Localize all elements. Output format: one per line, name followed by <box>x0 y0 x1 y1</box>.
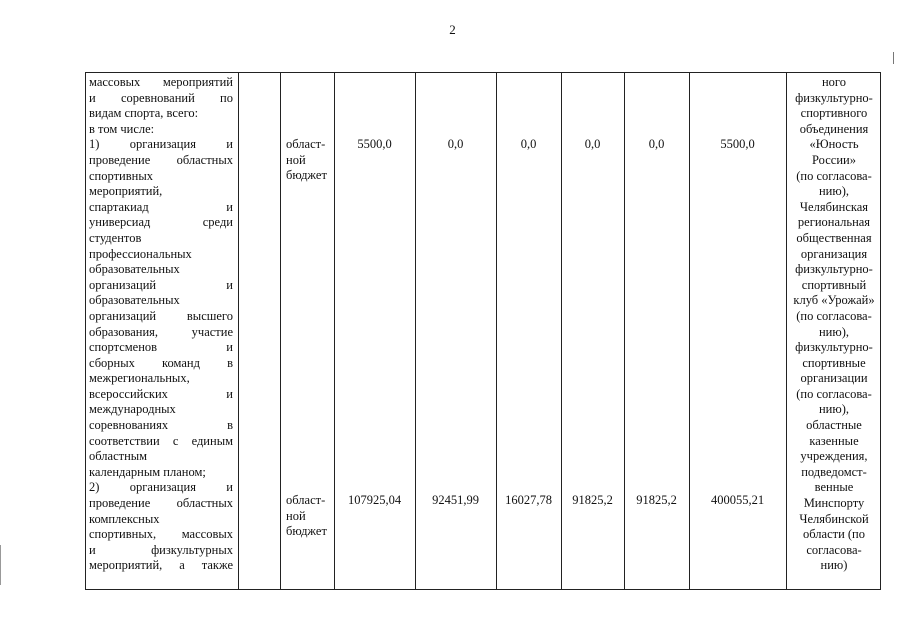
executor-line: физкультурно- <box>795 262 873 277</box>
scan-mark <box>0 545 3 585</box>
description-line: 2) организация и <box>89 480 233 495</box>
description-line: и физкультурных <box>89 542 233 557</box>
executor-line: общественная <box>796 230 872 245</box>
description-line: образования, участие <box>89 324 233 339</box>
value-cell: 0,0 <box>648 137 665 151</box>
value-cell: 16027,78 <box>505 493 552 507</box>
value-cell: 91825,2 <box>636 493 677 507</box>
executor-line: нию), <box>818 184 849 199</box>
executor-line: объединения <box>799 121 869 136</box>
executor-line: региональная <box>797 215 871 230</box>
description-line: в том числе: <box>89 121 155 136</box>
description-line: образовательных <box>89 262 180 277</box>
description-line: межрегиональных, <box>89 371 190 386</box>
description-line: проведение областных <box>89 152 233 167</box>
executor-line: России» <box>812 152 856 167</box>
description-line: образовательных <box>89 293 180 308</box>
column-divider <box>280 73 281 589</box>
executor-line: ного <box>821 75 846 89</box>
executor-line: «Юность <box>809 137 859 152</box>
responsible-executors <box>786 75 882 574</box>
executor-line: казенные <box>809 433 859 448</box>
program-table <box>85 72 881 590</box>
executor-line: области (по <box>802 527 865 542</box>
value-cell: 92451,99 <box>432 493 479 507</box>
description-line: профессиональных <box>89 246 192 261</box>
funding-source-row-1 <box>286 137 334 184</box>
value-cell: 0,0 <box>447 137 464 151</box>
description-line: всероссийских и <box>89 386 233 401</box>
executor-line: физкультурно- <box>795 90 873 105</box>
description-line: соревнованиях в <box>89 418 233 433</box>
funding-source-line: бюджет <box>286 168 327 183</box>
description-line: спортсменов и <box>89 340 233 355</box>
description-line: спартакиад и <box>89 199 233 214</box>
funding-source-row-2 <box>286 493 334 540</box>
funding-source-line: област- <box>286 493 326 507</box>
description-line: спортивных, массовых <box>89 527 233 542</box>
executor-line: нию) <box>820 558 848 573</box>
value-cell: 107925,04 <box>347 493 402 507</box>
executor-line: подведомст- <box>801 464 867 479</box>
description-line: календарным планом; <box>89 464 206 479</box>
executor-line: (по согласова- <box>796 386 872 401</box>
value-cell: 0,0 <box>584 137 601 151</box>
description-line: сборных команд в <box>89 355 233 370</box>
description-line: проведение областных <box>89 496 233 511</box>
executor-line: спортивный <box>801 277 867 292</box>
description-line: международных <box>89 402 176 417</box>
executor-line: (по согласова- <box>796 168 872 183</box>
description-line: организаций и <box>89 277 233 292</box>
executor-line: согласова- <box>806 542 862 557</box>
description-line: 1) организация и <box>89 137 233 152</box>
executor-line: нию), <box>818 324 849 339</box>
executor-line: спортивного <box>800 106 868 121</box>
executor-line: организация <box>800 246 868 261</box>
description-line: универсиад среди <box>89 215 233 230</box>
activity-description <box>89 75 233 574</box>
executor-line: областные <box>806 418 862 433</box>
description-line: мероприятий, <box>89 184 163 199</box>
executor-line: физкультурно- <box>795 340 873 355</box>
value-cell: 5500,0 <box>720 137 755 151</box>
executor-line: венные <box>814 480 854 495</box>
description-line: и соревнований по <box>89 90 233 105</box>
description-line: комплексных <box>89 511 160 526</box>
value-cell: 91825,2 <box>572 493 613 507</box>
page-number: 2 <box>449 22 456 37</box>
executor-line: клуб «Урожай» <box>793 293 875 308</box>
description-line: соответствии с единым <box>89 433 233 448</box>
description-line: видам спорта, всего: <box>89 106 199 121</box>
column-divider <box>238 73 239 589</box>
description-line: мероприятий, а также <box>89 558 233 573</box>
executor-line: (по согласова- <box>796 308 872 323</box>
executor-line: Минспорту <box>803 496 865 511</box>
executor-line: спортивные <box>802 355 866 370</box>
funding-source-line: ной <box>286 508 306 523</box>
executor-line: Челябинская <box>799 199 869 214</box>
funding-source-line: ной <box>286 152 306 167</box>
funding-source-line: бюджет <box>286 524 327 539</box>
description-line: организаций высшего <box>89 308 233 323</box>
description-line: студентов <box>89 230 142 245</box>
value-cell: 400055,21 <box>710 493 765 507</box>
executor-line: учреждения, <box>800 449 868 464</box>
scan-mark <box>893 52 896 64</box>
executor-line: организации <box>800 371 868 386</box>
executor-line: нию), <box>818 402 849 417</box>
description-line: областным <box>89 449 148 464</box>
value-cell: 0,0 <box>520 137 537 151</box>
value-cell: 5500,0 <box>357 137 392 151</box>
description-line: спортивных <box>89 168 153 183</box>
executor-line: Челябинской <box>799 511 869 526</box>
description-line: массовых мероприятий <box>89 75 233 89</box>
funding-source-line: област- <box>286 137 326 151</box>
